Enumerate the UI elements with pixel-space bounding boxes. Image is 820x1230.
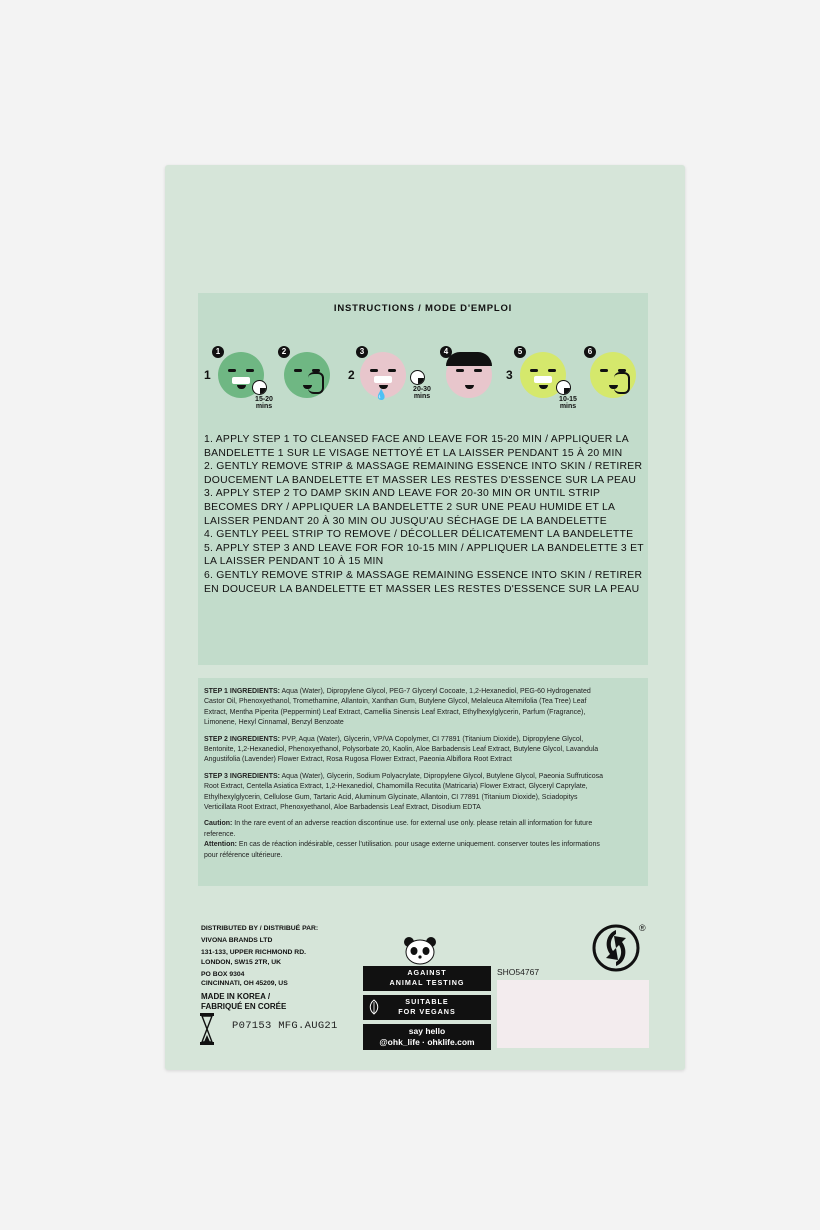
instruction-2: 2. GENTLY REMOVE STRIP & MASSAGE REMAINING ESSENCE INTO SKIN / RETIRER DOUCEMENT LA BANDELETTE ET MASSER LES RESTES D'ESSENCE SUR LA PEAU	[204, 461, 643, 486]
instructions-text	[204, 433, 644, 596]
timer-2: 20-30 mins	[413, 386, 431, 400]
ingredients-label: STEP 1 INGREDIENTS:	[204, 686, 280, 695]
ingredients-list: Aqua (Water), Dipropylene Glycol, PEG-7 Glyceryl Cocoate, 1,2-Hexanediol, PEG-60 Hydrogenated Castor Oil, Phenoxyethanol, Tromethamine, Allantoin, Xanthan Gum, Butylene Glycol, Melaleuca Alternifolia (Tea Tree) Leaf Extract, Mentha Piperita (Peppermint) Leaf Extract, Camellia Sinensis Leaf Extract, Ethylhexylglycerin, Parfum (Fragrance), Limonene, Hexyl Cinnamal, Benzyl Benzoate	[204, 686, 591, 727]
attention-body: En cas de réaction indésirable, cesser l'utilisation. pour usage externe uniquement. conserver toutes les informations pour référence ultérieure.	[204, 839, 600, 859]
caution-body: In the rare event of an adverse reaction discontinue use. for external use only. please retain all information for future reference.	[204, 818, 593, 838]
vegan-badge	[363, 995, 491, 1020]
ingredients-label: STEP 3 INGREDIENTS:	[204, 770, 280, 780]
step-illustrations	[198, 338, 648, 418]
instruction-3: 3. APPLY STEP 2 TO DAMP SKIN AND LEAVE FOR 20-30 MIN OR UNTIL STRIP BECOMES DRY / APPLIQUER LA BANDELETTE 2 SUR UNE PEAU HUMIDE ET LA LAISSER PENDANT 20 À 30 MIN OU JUSQU'AU SÉCHAGE DE LA BANDELETTE	[204, 488, 615, 527]
made-in-fr: FABRIQUÉ EN CORÉE	[201, 1002, 287, 1012]
distributor-company: VIVONA BRANDS LTD	[201, 937, 273, 945]
ingredients-list: PVP, Aqua (Water), Glycerin, VP/VA Copolymer, CI 77891 (Titanium Dioxide), Dipropylene Glycol, Bentonite, 1,2-Hexanediol, Phenoxyethanol, Polysorbate 20, Kaolin, Aloe Barbadensis Leaf Extract, Butylene Glycol, Lavandula Angustifolia (Lavender) Flower Extract, Rosa Rugosa Flower Extract, Paeonia Albiflora Root Extract	[204, 733, 599, 764]
attention-label: Attention:	[204, 839, 237, 849]
step-number-2: 2	[278, 346, 290, 358]
timer-icon-2	[410, 370, 425, 385]
distributor-info	[201, 924, 361, 1012]
instruction-5: 5. APPLY STEP 3 AND LEAVE FOR FOR 10-15 MIN / APPLIQUER LA BANDELETTE 3 ET LA LAISSER PENDANT 10 À 15 MIN	[204, 542, 644, 568]
social-badge	[363, 1024, 491, 1050]
timer-icon-1	[252, 380, 267, 395]
instructions-title: INSTRUCTIONS / MODE D'EMPLOI	[333, 303, 513, 314]
instruction-4: 4. GENTLY PEEL STRIP TO REMOVE / DÉCOLLER DÉLICATEMENT LA BANDELETTE	[204, 529, 634, 541]
distributor-address-1: 131-133, UPPER RICHMOND RD.	[201, 949, 306, 957]
distributor-po: PO BOX 9304	[201, 970, 245, 978]
instructions-panel	[198, 293, 648, 665]
instruction-1: 1. APPLY STEP 1 TO CLEANSED FACE AND LEAVE FOR 15-20 MIN / APPLIQUER LA BANDELETTE 1 SUR LE VISAGE NETTOYÉ ET LA LAISSER PENDANT 15 À 20 MIN	[204, 434, 629, 459]
timer-1: 15-20 mins	[255, 396, 273, 410]
distributor-address-2: LONDON, SW15 2TR, UK	[201, 958, 282, 966]
stage-number-1: 1	[204, 368, 211, 382]
timer-icon-3	[556, 380, 571, 395]
badge-line-1: AGAINST	[407, 968, 447, 977]
ingredients-step-1	[204, 686, 607, 728]
ingredients-panel	[198, 678, 648, 886]
distributor-city: CINCINNATI, OH 45209, US	[201, 980, 288, 988]
panda-icon	[403, 936, 437, 966]
cruelty-free-badge	[363, 966, 491, 991]
product-code: SHO54767	[497, 967, 540, 977]
step-number-5: 5	[514, 346, 526, 358]
badge-line-2: ANIMAL TESTING	[389, 978, 465, 987]
badge-line-2: FOR VEGANS	[398, 1007, 456, 1016]
instruction-6: 6. GENTLY REMOVE STRIP & MASSAGE REMAINING ESSENCE INTO SKIN / RETIRER EN DOUCEUR LA BANDELETTE ET MASSER LES RESTES D'ESSENCE SUR LA PEAU	[204, 569, 643, 595]
ingredients-step-2	[204, 734, 607, 765]
badge-line-1: SUITABLE	[405, 997, 449, 1006]
step-number-1: 1	[212, 346, 224, 358]
made-in-en: MADE IN KOREA /	[201, 992, 271, 1002]
step-number-3: 3	[356, 346, 368, 358]
stage-number-3: 3	[506, 368, 513, 382]
green-dot-recycle-icon	[592, 924, 640, 972]
leaf-icon	[368, 999, 380, 1015]
ingredients-step-3	[204, 771, 607, 813]
batch-code: P07153 MFG.AUG21	[232, 1020, 338, 1032]
ingredients-list: Aqua (Water), Glycerin, Sodium Polyacrylate, Dipropylene Glycol, Butylene Glycol, Paeonia Suffruticosa Root Extract, Centella Asiatica Extract, 1,2-Hexanediol, Chamomilla Recutita (Matricaria) Flower Extract, Glyceryl Caprylate, Ethylhexylglycerin, Cellulose Gum, Tartaric Acid, Aluminum Glycinate, Allantoin, CI 77891 (Titanium Dioxide), Sciadopitys Verticillata Root Extract, Phenoxyethanol, Aloe Barbadensis Leaf Extract, Disodium EDTA	[204, 770, 604, 812]
face-step-4	[446, 352, 492, 398]
caution-text	[204, 818, 607, 860]
barcode-area	[497, 980, 649, 1048]
ingredients-label: STEP 2 INGREDIENTS:	[204, 733, 280, 743]
stage-number-2: 2	[348, 368, 355, 382]
step-number-6: 6	[584, 346, 596, 358]
face-step-6	[590, 352, 636, 398]
step-number-4: 4	[440, 346, 452, 358]
caution-label: Caution:	[204, 818, 233, 828]
distributor-label: DISTRIBUTED BY / DISTRIBUÉ PAR:	[201, 925, 319, 932]
social-handle: @ohk_life · ohklife.com	[379, 1037, 475, 1047]
registered-mark: ®	[639, 923, 646, 933]
ingredients-text	[204, 686, 607, 860]
water-drop-icon: 💧	[375, 390, 388, 401]
hourglass-icon	[200, 1013, 214, 1045]
face-step-2	[284, 352, 330, 398]
timer-3: 10-15 mins	[559, 396, 577, 410]
say-hello-text: say hello	[408, 1026, 446, 1036]
